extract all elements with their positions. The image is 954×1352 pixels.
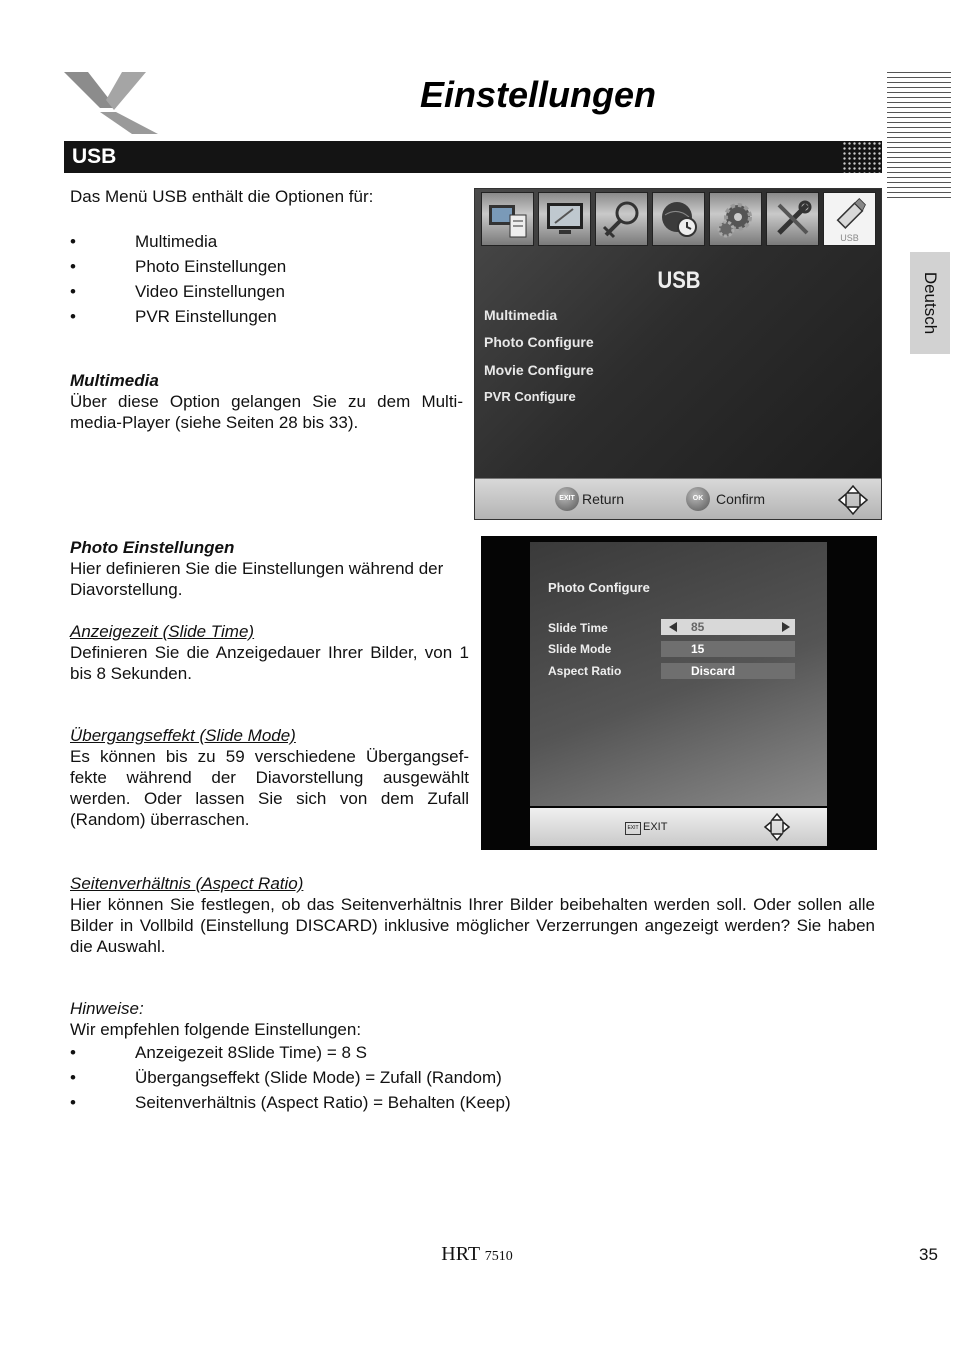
ok-button-icon[interactable]: OK [686, 487, 710, 511]
language-tab-label: Deutsch [921, 271, 940, 335]
slide-time-value[interactable]: 85 [661, 619, 795, 635]
photo-configure-panel [530, 542, 827, 806]
bullet: • [70, 282, 76, 301]
photo-heading: Photo Einstellungen [70, 538, 235, 557]
slide-mode-body: Es können bis zu 59 verschiedene Übergangsef-fekte während der Diavorstellung ausgewählt werden. Oder lassen Sie sich von dem Zufall (Random) überraschen. [70, 747, 469, 829]
installation-icon [481, 192, 534, 246]
bullet: • [70, 1093, 76, 1112]
hints-heading: Hinweise: [70, 999, 144, 1018]
gears-icon [709, 192, 762, 246]
exit-label: EXIT [643, 821, 668, 833]
confirm-label: Confirm [716, 491, 766, 507]
navigation-arrows-icon [763, 812, 791, 842]
exit-key-icon[interactable]: EXIT [625, 822, 641, 835]
satellite-icon [595, 192, 648, 246]
hints-lead: Wir empfehlen folgende Einstellungen: [70, 1020, 362, 1039]
photo-body: Hier definieren Sie die Einstellungen während der Diavorstellung. [70, 559, 444, 599]
usb-menu-screenshot [474, 188, 882, 520]
tv-icon [538, 192, 591, 246]
aspect-heading: Seitenverhältnis (Aspect Ratio) [70, 874, 304, 893]
slide-time-label: Slide Time [548, 621, 608, 635]
list-item: Seitenverhältnis (Aspect Ratio) = Behalten (Keep) [135, 1093, 511, 1112]
usb-menu-item[interactable]: PVR Configure [484, 389, 576, 404]
slide-mode-label: Slide Mode [548, 642, 612, 656]
exit-button-icon[interactable]: EXIT [555, 487, 579, 511]
list-item: Video Einstellungen [135, 282, 285, 301]
arrow-left-icon[interactable] [669, 622, 677, 632]
page-title: Einstellungen [419, 74, 657, 115]
bullet: • [70, 1043, 76, 1062]
aspect-ratio-value[interactable]: Discard [661, 663, 795, 679]
usb-menu-item[interactable]: Movie Configure [484, 362, 594, 378]
section-bar [64, 141, 882, 173]
language-tab [910, 252, 950, 354]
usb-stick-icon [823, 192, 876, 246]
photo-configure-screenshot [481, 536, 877, 850]
list-item: PVR Einstellungen [135, 307, 277, 326]
model-number: 7510 [484, 1249, 513, 1264]
photo-configure-title: Photo Configure [548, 580, 650, 595]
usb-menu-heading: USB [657, 267, 701, 294]
multimedia-heading: Multimedia [70, 371, 159, 390]
page-number: 35 [919, 1245, 938, 1264]
multimedia-body: Über diese Option gelangen Sie zu dem Multi-media-Player (siehe Seiten 28 bis 33). [70, 392, 463, 432]
slide-mode-heading: Übergangseffekt (Slide Mode) [70, 726, 296, 745]
tools-icon [766, 192, 819, 246]
arrow-right-icon[interactable] [782, 622, 790, 632]
bullet: • [70, 307, 76, 326]
usb-menu-footer [475, 478, 881, 520]
section-bar-label: USB [72, 145, 117, 168]
bullet: • [70, 257, 76, 276]
usb-menu-item[interactable]: Multimedia [484, 307, 558, 323]
bullet: • [70, 1068, 76, 1087]
slide-mode-value[interactable]: 15 [661, 641, 795, 657]
decorative-stripes [887, 72, 951, 200]
usb-menu-item[interactable]: Photo Configure [484, 334, 594, 350]
aspect-ratio-label: Aspect Ratio [548, 664, 622, 678]
intro-lead: Das Menü USB enthält die Optionen für: [70, 187, 374, 206]
usb-tab-label: USB [840, 233, 859, 243]
section-bar-dots [842, 141, 882, 173]
list-item: Photo Einstellungen [135, 257, 287, 276]
menu-icon-row [481, 192, 877, 248]
photo-configure-footer [530, 808, 827, 846]
aspect-body: Hier können Sie festlegen, ob das Seitenverhältnis Ihrer Bilder beibehalten werden soll. Oder sollen alle Bilder in Vollbild (Einstellung DISCARD) inklusive möglicher Verzerrungen angezeigt werden? Sie haben die Auswahl. [70, 895, 875, 956]
globe-clock-icon [652, 192, 705, 246]
navigation-arrows-icon [837, 484, 869, 516]
slide-time-body: Definieren Sie die Anzeigedauer Ihrer Bilder, von 1 bis 8 Sekunden. [70, 643, 469, 683]
bullet: • [70, 232, 76, 251]
slide-time-heading: Anzeigezeit (Slide Time) [70, 622, 255, 641]
return-label: Return [582, 491, 625, 507]
model-name [0, 1243, 954, 1266]
list-item: Multimedia [135, 232, 218, 251]
model-main: HRT [441, 1243, 480, 1265]
list-item: Anzeigezeit 8Slide Time) = 8 S [135, 1043, 367, 1062]
list-item: Übergangseffekt (Slide Mode) = Zufall (Random) [135, 1068, 502, 1087]
